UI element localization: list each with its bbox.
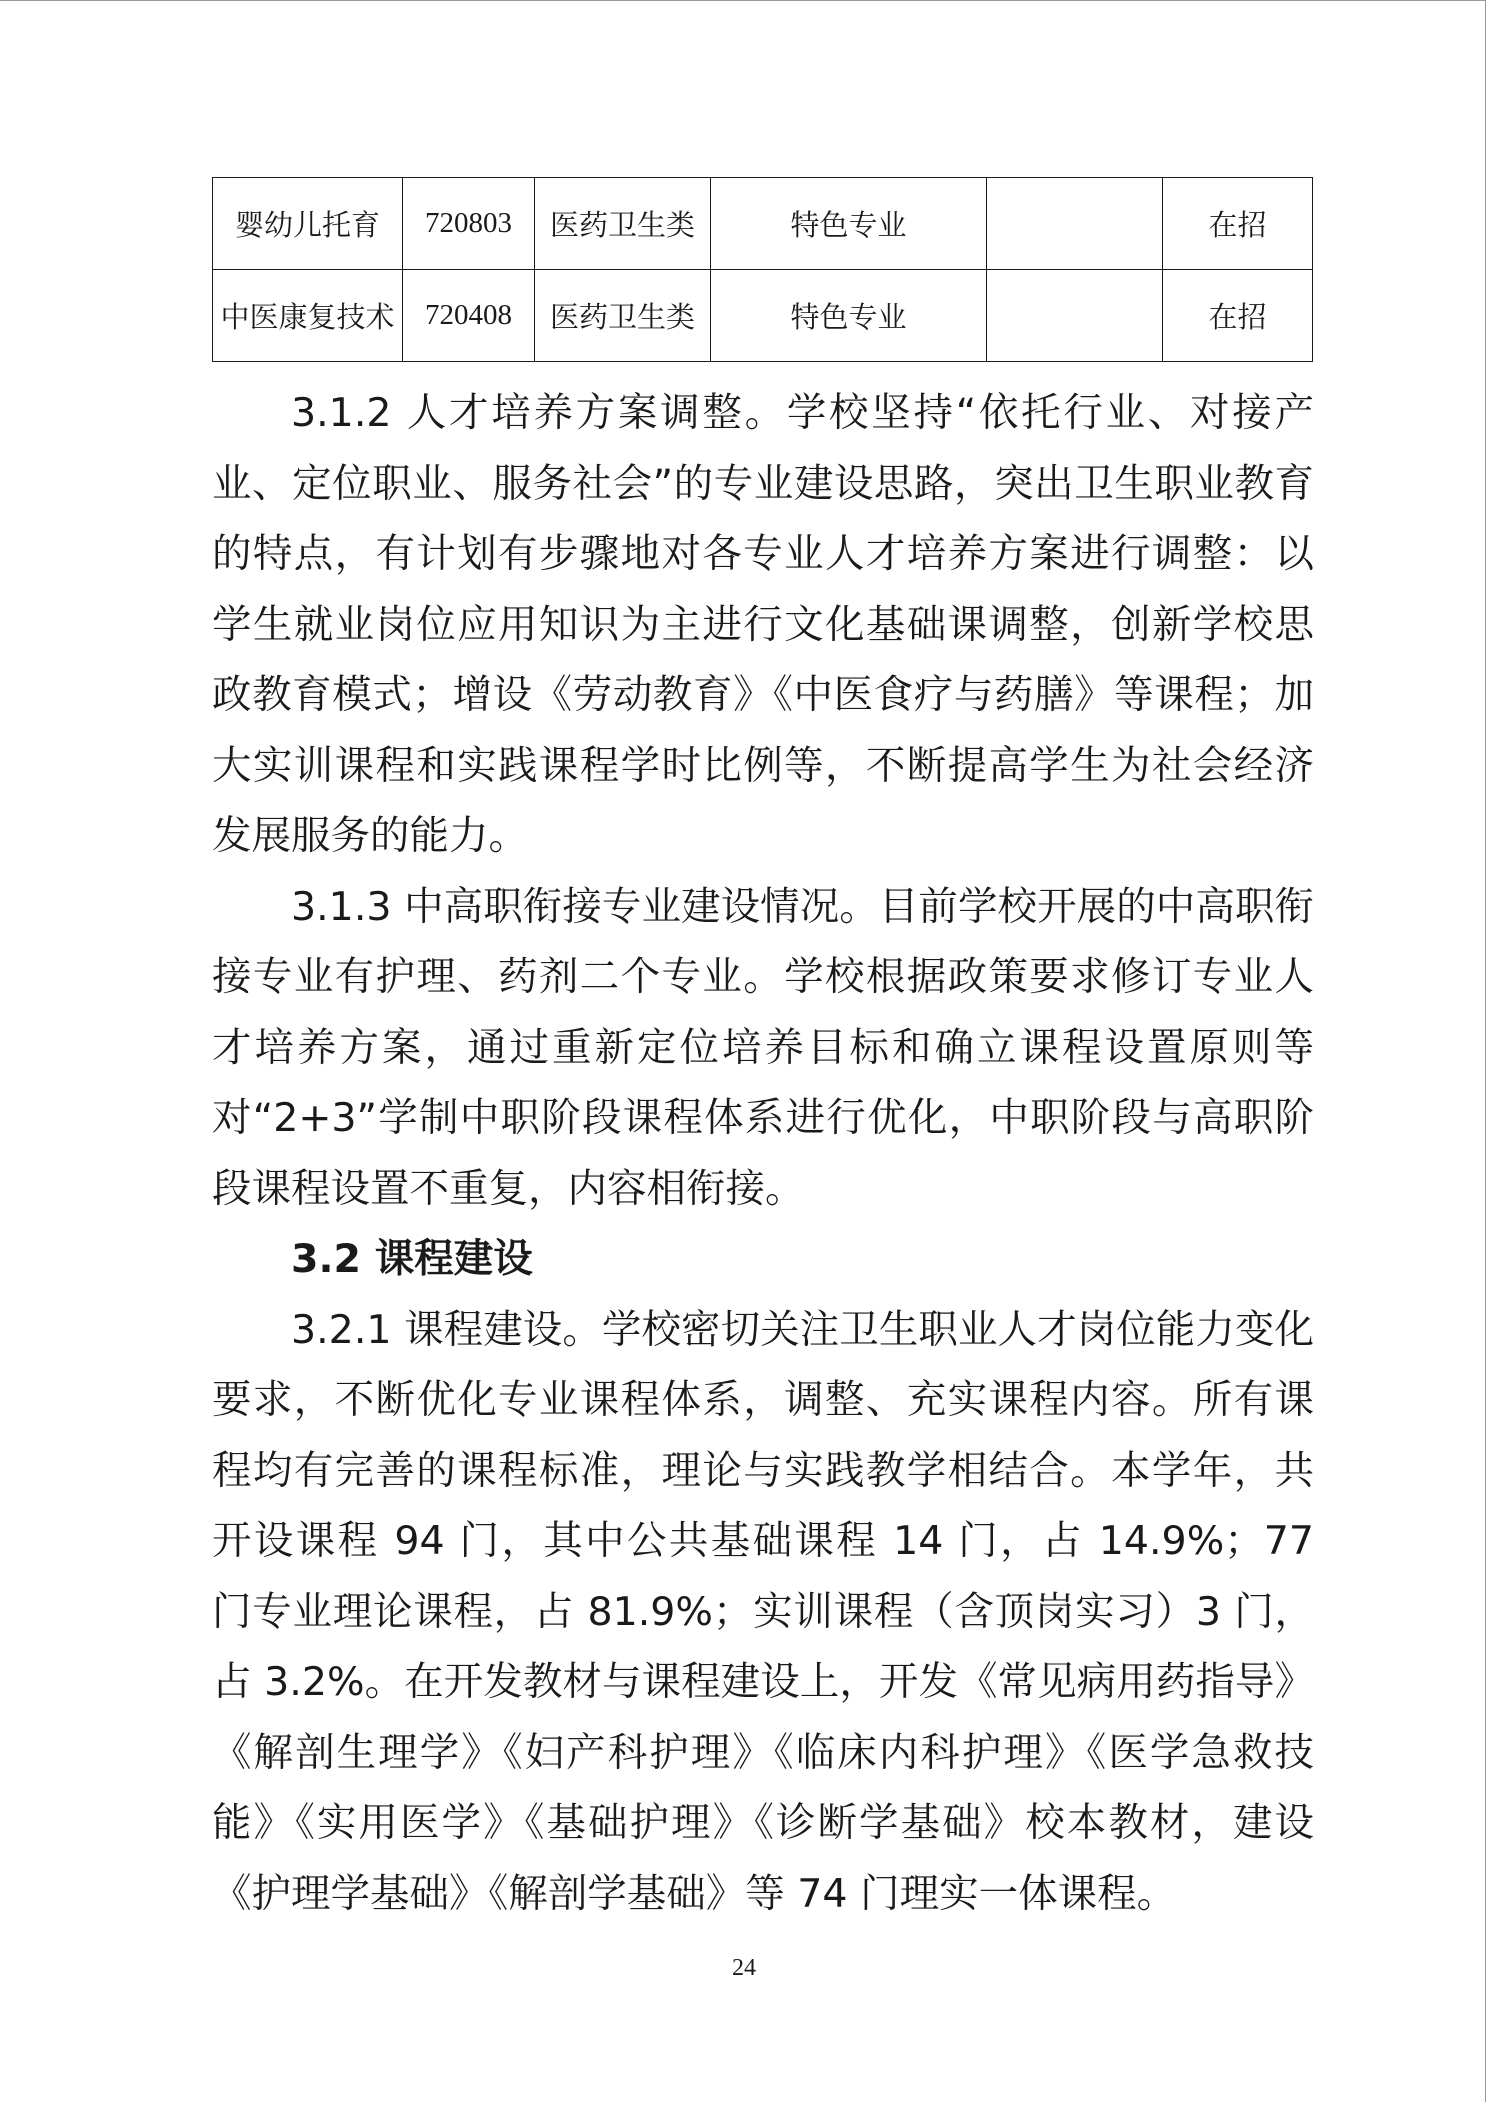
program-table (212, 177, 1313, 362)
program-code-cell: 720408 (403, 270, 535, 362)
paragraph-course-construction: 3.2.1 课程建设。学校密切关注卫生职业人才岗位能力变化要求，不断优化专业课程体系，调整、充实课程内容。所有课程均有完善的课程标准，理论与实践教学相结合。本学年，共开设课程 94 门，其中公共基础课程 14 门，占 14.9%；77 门专业理论课程，占 81.9%；实训课程（含顶岗实习）3 门，占 3.2%。在开发教材与课程建设上，开发《常见病用药指导》《解剖生理学》《妇产科护理》《临床内科护理》《医学急救技能》《实用医学》《基础护理》《诊断学基础》校本教材，建设《护理学基础》《解剖学基础》等 74 门理实一体课程。 (212, 1306, 1314, 1917)
program-code-cell: 720803 (403, 178, 535, 270)
program-status-cell: 在招 (1163, 178, 1313, 270)
program-note-cell (987, 178, 1163, 270)
page-number: 24 (732, 1955, 756, 1981)
program-name-cell: 婴幼儿托育 (213, 178, 403, 270)
paragraph-vocational-link: 3.1.3 中高职衔接专业建设情况。目前学校开展的中高职衔接专业有护理、药剂二个专业。学校根据政策要求修订专业人才培养方案，通过重新定位培养目标和确立课程设置原则等对“2+3”学制中职阶段课程体系进行优化，中职阶段与高职阶段课程设置不重复，内容相衔接。 (212, 883, 1314, 1212)
body-text (212, 378, 1314, 1929)
program-status-cell: 在招 (1163, 270, 1313, 362)
program-name-cell: 中医康复技术 (213, 270, 403, 362)
program-category-cell: 医药卫生类 (535, 178, 711, 270)
section-heading: 3.2 课程建设 (291, 1236, 533, 1282)
program-feature-cell: 特色专业 (711, 270, 987, 362)
program-note-cell (987, 270, 1163, 362)
program-category-cell: 医药卫生类 (535, 270, 711, 362)
program-feature-cell: 特色专业 (711, 178, 987, 270)
paragraph-talent-plan: 3.1.2 人才培养方案调整。学校坚持“依托行业、对接产业、定位职业、服务社会”的专业建设思路，突出卫生职业教育的特点，有计划有步骤地对各专业人才培养方案进行调整：以学生就业岗位应用知识为主进行文化基础课调整，创新学校思政教育模式；增设《劳动教育》《中医食疗与药膳》等课程；加大实训课程和实践课程学时比例等，不断提高学生为社会经济发展服务的能力。 (212, 390, 1314, 859)
table-row (213, 270, 1313, 362)
table-row (213, 178, 1313, 270)
